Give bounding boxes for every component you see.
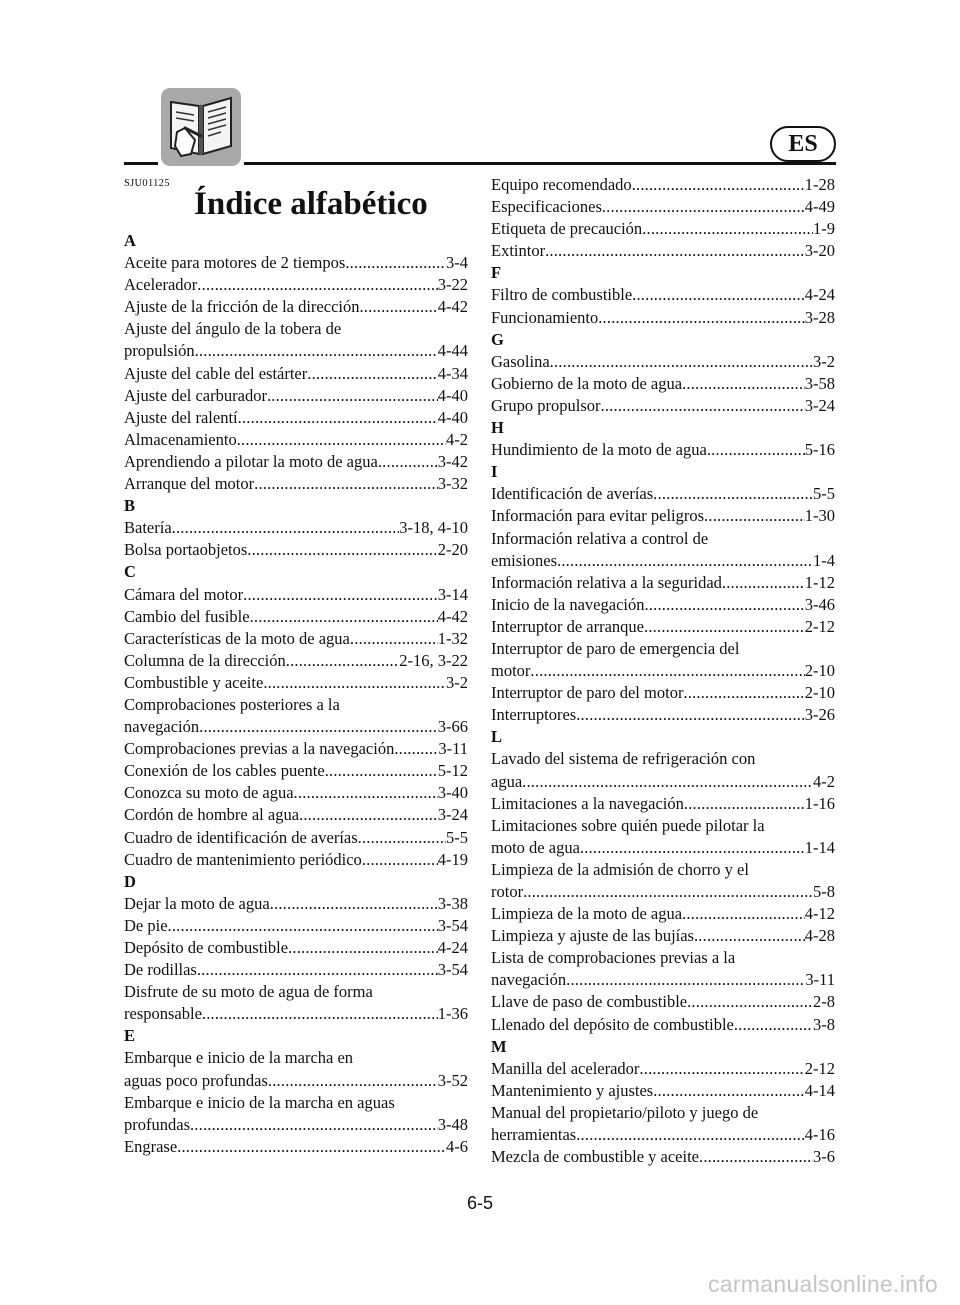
- index-entry-title: Conexión de los cables puente: [124, 761, 325, 781]
- index-entry: [124, 1114, 468, 1136]
- index-entry-page: 1-12: [804, 572, 835, 592]
- index-entry-page: 1-28: [804, 175, 835, 194]
- index-entry-title: Mantenimiento y ajustes: [491, 1080, 654, 1100]
- dot-leader: [243, 584, 438, 606]
- index-entry-text: Limitaciones sobre quién puede pilotar la: [491, 815, 765, 835]
- index-entry-text: Comprobaciones posteriores a la: [124, 694, 340, 714]
- index-entry-page: 3-52: [437, 1070, 468, 1090]
- index-entry: [491, 594, 835, 616]
- index-entry-title: Combustible y aceite: [124, 672, 264, 692]
- index-entry-page: 3-26: [804, 705, 835, 725]
- index-entry: [124, 274, 468, 296]
- dot-leader: [197, 959, 438, 981]
- index-entry-page: 1-14: [804, 837, 835, 857]
- index-entry-title: Conozca su moto de agua: [124, 783, 294, 803]
- index-entry-title: De pie: [124, 915, 168, 935]
- index-entry: [124, 385, 468, 407]
- index-entry: [124, 429, 468, 451]
- section-code: SJU01125: [124, 178, 170, 189]
- index-entry: [124, 628, 468, 650]
- index-entry-title: aguas poco profundas: [124, 1070, 268, 1090]
- index-entry-text: Lista de comprobaciones previas a la: [491, 948, 736, 968]
- index-entry-title: Llenado del depósito de combustible: [491, 1014, 734, 1034]
- index-entry-page: 4-44: [437, 341, 468, 361]
- index-entry-title: Etiqueta de precaución: [491, 219, 643, 239]
- dot-leader: [566, 969, 805, 991]
- index-entry: [124, 363, 468, 385]
- dot-leader: [238, 407, 438, 429]
- page-title: Índice alfabético: [194, 186, 428, 222]
- index-entry-title: Interruptor de paro del motor: [491, 683, 684, 703]
- index-entry-page: 4-2: [446, 429, 468, 449]
- dot-leader: [644, 594, 804, 616]
- index-entry-title: profundas: [124, 1114, 190, 1134]
- index-entry-title: Cambio del fusible: [124, 606, 250, 626]
- index-entry-text: Interruptor de paro de emergencia del: [491, 638, 740, 658]
- dot-leader: [202, 1003, 438, 1025]
- dot-leader: [602, 196, 805, 218]
- dot-leader: [550, 351, 813, 373]
- index-entry: [491, 1058, 835, 1080]
- index-entry: [491, 1014, 835, 1036]
- index-letter-heading: D: [124, 871, 136, 891]
- index-entry-page: 5-16: [804, 440, 835, 460]
- index-entry-title: Inicio de la navegación: [491, 594, 645, 614]
- index-entry-page: 3-22: [437, 275, 468, 295]
- index-entry-page: 2-8: [813, 992, 835, 1012]
- index-entry: [124, 782, 468, 804]
- index-entry-page: 3-2: [813, 351, 835, 371]
- dot-leader: [530, 660, 804, 682]
- index-entry-page: 3-54: [437, 915, 468, 935]
- dot-leader: [263, 672, 446, 694]
- index-entry-page: 3-46: [804, 594, 835, 614]
- index-entry-title: Extintor: [491, 241, 546, 261]
- index-entry: [491, 903, 835, 925]
- index-entry-page: 1-9: [813, 219, 835, 239]
- index-entry: [124, 473, 468, 495]
- index-entry-page: 4-28: [804, 926, 835, 946]
- index-entry: [491, 616, 835, 638]
- index-entry-page: 3-32: [437, 474, 468, 494]
- index-entry-page: 4-16: [804, 1125, 835, 1145]
- index-entry: [124, 1070, 468, 1092]
- dot-leader: [576, 1124, 805, 1146]
- index-entry-page: 3-48: [437, 1114, 468, 1134]
- dot-leader: [598, 307, 805, 329]
- dot-leader: [684, 793, 805, 815]
- index-entry-title: propulsión: [124, 341, 195, 361]
- index-entry-title: Aceite para motores de 2 tiempos: [124, 253, 346, 273]
- index-entry-page: 4-40: [437, 407, 468, 427]
- manual-book-icon: [161, 88, 241, 166]
- index-entry-title: responsable: [124, 1004, 202, 1024]
- dot-leader: [394, 738, 438, 760]
- index-entry-title: Comprobaciones previas a la navegación: [124, 739, 395, 759]
- index-entry-page: 5-12: [437, 761, 468, 781]
- dot-leader: [580, 837, 805, 859]
- index-entry-title: Llave de paso de combustible: [491, 992, 688, 1012]
- index-entry: [491, 682, 835, 704]
- index-entry: [491, 395, 835, 417]
- index-letter-heading: C: [124, 562, 136, 582]
- dot-leader: [168, 915, 438, 937]
- index-entry-title: Cámara del motor: [124, 584, 244, 604]
- index-entry-page: 3-2: [446, 672, 468, 692]
- dot-leader: [288, 937, 438, 959]
- index-entry-page: 3-28: [804, 307, 835, 327]
- dot-leader: [545, 240, 805, 262]
- index-entry: [491, 1080, 835, 1102]
- dot-leader: [172, 517, 400, 539]
- index-entry: [124, 650, 468, 672]
- index-entry-title: Depósito de combustible: [124, 938, 289, 957]
- index-entry: [491, 439, 835, 461]
- index-column-right: [491, 174, 835, 1168]
- index-entry: [124, 606, 468, 628]
- index-entry-page: 2-10: [804, 683, 835, 703]
- index-entry-page: 3-66: [437, 717, 468, 737]
- dot-leader: [523, 881, 813, 903]
- index-entry: [124, 517, 468, 539]
- index-entry-title: Mezcla de combustible y aceite: [491, 1147, 699, 1167]
- index-entry: [491, 969, 835, 991]
- index-entry-title: Arranque del motor: [124, 474, 255, 494]
- index-entry-title: Ajuste de la fricción de la dirección: [124, 297, 360, 317]
- index-entry-page: 4-40: [437, 385, 468, 405]
- index-entry: [491, 925, 835, 947]
- index-entry: [124, 959, 468, 981]
- index-entry-text: Ajuste del ángulo de la tobera de: [124, 319, 342, 339]
- dot-leader: [576, 704, 805, 726]
- index-entry-page: 3-4: [446, 253, 468, 273]
- dot-leader: [707, 439, 805, 461]
- index-entry-page: 4-2: [813, 771, 835, 791]
- index-entry-title: Identificación de averías: [491, 484, 654, 504]
- dot-leader: [268, 1070, 438, 1092]
- dot-leader: [362, 849, 438, 871]
- index-entry: [124, 937, 468, 959]
- index-letter-heading: M: [491, 1036, 507, 1056]
- index-entry-title: moto de agua: [491, 837, 580, 857]
- dot-leader: [195, 340, 438, 362]
- dot-leader: [237, 429, 446, 451]
- index-entry-title: herramientas: [491, 1125, 577, 1145]
- index-entry-text: Información relativa a control de: [491, 528, 709, 548]
- dot-leader: [359, 296, 437, 318]
- index-entry-title: Especificaciones: [491, 197, 602, 217]
- dot-leader: [350, 628, 438, 650]
- index-entry-title: De rodillas: [124, 960, 197, 980]
- dot-leader: [307, 363, 438, 385]
- index-letter-heading: G: [491, 329, 504, 349]
- index-entry-page: 1-32: [437, 628, 468, 648]
- dot-leader: [177, 1136, 446, 1158]
- index-entry-text: Limpieza de la admisión de chorro y el: [491, 859, 749, 879]
- language-badge: ES: [770, 126, 836, 162]
- index-entry-title: Cuadro de mantenimiento periódico: [124, 849, 362, 869]
- index-entry-title: Características de la moto de agua: [124, 628, 350, 648]
- index-entry-text: Manual del propietario/piloto y juego de: [491, 1102, 759, 1122]
- index-entry-page: 3-42: [437, 451, 468, 471]
- dot-leader: [197, 274, 437, 296]
- index-letter-heading: A: [124, 231, 136, 250]
- index-entry-title: Aprendiendo a pilotar la moto de agua: [124, 451, 378, 471]
- dot-leader: [250, 606, 438, 628]
- index-entry-title: rotor: [491, 882, 524, 901]
- index-entry: [124, 672, 468, 694]
- index-entry-text: Embarque e inicio de la marcha en aguas: [124, 1092, 395, 1112]
- index-entry-title: Cuadro de identificación de averías: [124, 827, 358, 847]
- dot-leader: [267, 385, 438, 407]
- index-entry-title: agua: [491, 771, 523, 791]
- index-entry-page: 4-6: [446, 1136, 468, 1156]
- index-entry-page: 1-16: [804, 793, 835, 813]
- index-entry-page: 3-38: [437, 893, 468, 913]
- index-entry-title: emisiones: [491, 550, 557, 570]
- index-entry: [124, 451, 468, 473]
- index-entry-page: 2-20: [437, 540, 468, 560]
- index-entry: [491, 307, 835, 329]
- index-entry: [491, 174, 835, 196]
- dot-leader: [632, 174, 805, 196]
- index-entry-title: Manilla del acelerador: [491, 1058, 640, 1078]
- dot-leader: [325, 760, 438, 782]
- index-entry-page: 3-14: [437, 584, 468, 604]
- index-entry-title: Ajuste del cable del estárter: [124, 363, 308, 383]
- index-entry: [491, 1124, 835, 1146]
- index-entry: [124, 738, 468, 760]
- dot-leader: [722, 572, 805, 594]
- index-entry-page: 2-12: [804, 1058, 835, 1078]
- index-entry-title: Funcionamiento: [491, 307, 599, 327]
- index-entry-text: Disfrute de su moto de agua de forma: [124, 982, 373, 1002]
- index-entry-page: 4-42: [437, 606, 468, 626]
- index-entry-title: navegación: [124, 717, 200, 737]
- dot-leader: [644, 616, 805, 638]
- index-entry: [491, 218, 835, 240]
- index-entry: [124, 340, 468, 362]
- index-entry-page: 3-18, 4-10: [399, 518, 468, 538]
- index-entry-page: 3-40: [437, 783, 468, 803]
- index-entry-page: 3-54: [437, 960, 468, 980]
- index-entry: [124, 849, 468, 871]
- index-entry: [491, 1146, 835, 1168]
- index-entry: [124, 893, 468, 915]
- index-entry-title: Columna de la dirección: [124, 650, 286, 670]
- dot-leader: [601, 395, 805, 417]
- index-entry-title: Engrase: [124, 1136, 178, 1156]
- dot-leader: [639, 1058, 804, 1080]
- index-entry-title: Gobierno de la moto de agua: [491, 373, 683, 393]
- dot-leader: [378, 451, 438, 473]
- index-letter-heading: E: [124, 1026, 136, 1046]
- index-entry-page: 5-5: [446, 827, 468, 847]
- index-entry: [491, 351, 835, 373]
- index-entry: [124, 1136, 468, 1158]
- index-entry: [491, 196, 835, 218]
- dot-leader: [682, 373, 805, 395]
- dot-leader: [522, 771, 813, 793]
- index-entry: [491, 837, 835, 859]
- index-entry-page: 3-24: [804, 395, 835, 415]
- dot-leader: [694, 925, 805, 947]
- index-entry-title: Bolsa portaobjetos: [124, 540, 248, 560]
- index-entry-page: 3-24: [437, 805, 468, 825]
- dot-leader: [190, 1114, 438, 1136]
- index-entry-title: Interruptor de arranque: [491, 616, 645, 636]
- index-entry: [491, 881, 835, 903]
- dot-leader: [358, 827, 446, 849]
- index-entry: [491, 660, 835, 682]
- index-entry-page: 4-14: [804, 1080, 835, 1100]
- index-entry-title: Limitaciones a la navegación: [491, 793, 684, 813]
- index-entry-page: 3-11: [438, 739, 468, 759]
- index-entry: [491, 550, 835, 572]
- index-entry-page: 4-42: [437, 297, 468, 317]
- index-entry-page: 4-34: [437, 363, 468, 383]
- index-entry-page: 4-24: [804, 285, 835, 305]
- index-entry-page: 1-36: [437, 1004, 468, 1024]
- index-entry: [491, 704, 835, 726]
- dot-leader: [704, 505, 805, 527]
- index-entry: [124, 296, 468, 318]
- index-entry-page: 3-8: [813, 1014, 835, 1034]
- header-rule-left: [124, 162, 158, 165]
- index-entry: [124, 539, 468, 561]
- index-entry: [491, 572, 835, 594]
- index-entry-title: Ajuste del carburador: [124, 385, 267, 405]
- index-entry-title: Limpieza y ajuste de las bujías: [491, 926, 694, 946]
- index-entry-page: 1-4: [813, 550, 835, 570]
- index-entry-page: 2-16, 3-22: [399, 650, 468, 670]
- index-entry-page: 4-12: [804, 904, 835, 924]
- index-letter-heading: H: [491, 418, 504, 438]
- index-entry: [491, 483, 835, 505]
- index-entry: [491, 373, 835, 395]
- dot-leader: [632, 284, 805, 306]
- index-entry: [124, 716, 468, 738]
- dot-leader: [294, 782, 438, 804]
- index-column-left: [124, 230, 468, 1158]
- index-entry-page: 3-11: [805, 970, 835, 990]
- index-entry-page: 5-8: [813, 882, 835, 901]
- index-entry-title: Cordón de hombre al agua: [124, 805, 300, 825]
- index-entry-title: Información para evitar peligros: [491, 506, 705, 526]
- watermark: carmanualsonline.info: [707, 1271, 938, 1297]
- dot-leader: [286, 650, 400, 672]
- index-entry-page: 3-6: [813, 1147, 835, 1167]
- index-entry: [491, 284, 835, 306]
- index-entry-page: 4-19: [437, 849, 468, 869]
- dot-leader: [687, 991, 813, 1013]
- index-entry-page: 4-49: [804, 197, 835, 217]
- index-entry-text: Lavado del sistema de refrigeración con: [491, 749, 756, 769]
- index-entry-page: 4-24: [437, 938, 468, 957]
- index-entry: [124, 827, 468, 849]
- dot-leader: [699, 1146, 813, 1168]
- dot-leader: [734, 1014, 813, 1036]
- index-entry: [491, 240, 835, 262]
- dot-leader: [247, 539, 437, 561]
- page-number: 6-5: [466, 1193, 493, 1213]
- dot-leader: [299, 804, 438, 826]
- index-letter-heading: I: [491, 462, 498, 482]
- index-entry-page: 3-58: [804, 373, 835, 393]
- dot-leader: [642, 218, 813, 240]
- dot-leader: [254, 473, 438, 495]
- index-entry-title: Información relativa a la seguridad: [491, 572, 722, 592]
- index-entry-title: Hundimiento de la moto de agua: [491, 440, 707, 460]
- index-entry-page: 2-12: [804, 616, 835, 636]
- index-entry-title: Limpieza de la moto de agua: [491, 904, 683, 924]
- index-entry: [491, 505, 835, 527]
- dot-leader: [199, 716, 438, 738]
- dot-leader: [683, 682, 804, 704]
- dot-leader: [345, 252, 446, 274]
- index-entry-title: Batería: [124, 518, 172, 538]
- index-entry: [124, 804, 468, 826]
- dot-leader: [270, 893, 438, 915]
- dot-leader: [557, 550, 813, 572]
- index-entry-title: Ajuste del ralentí: [124, 407, 238, 427]
- index-entry: [491, 793, 835, 815]
- index-entry-title: Equipo recomendado: [491, 175, 632, 194]
- index-entry-page: 5-5: [813, 484, 835, 504]
- index-entry: [124, 407, 468, 429]
- index-entry-title: Interruptores: [491, 705, 577, 725]
- index-entry-title: Grupo propulsor: [491, 395, 601, 415]
- index-entry-title: Gasolina: [491, 351, 550, 371]
- index-entry-title: Almacenamiento: [124, 429, 237, 449]
- index-entry-title: Acelerador: [124, 275, 198, 295]
- index-letter-heading: B: [124, 496, 136, 516]
- index-letter-heading: L: [491, 727, 503, 747]
- index-entry-title: navegación: [491, 970, 567, 990]
- index-entry: [491, 771, 835, 793]
- index-entry-title: Filtro de combustible: [491, 285, 633, 305]
- index-entry-page: 3-20: [804, 241, 835, 261]
- index-entry: [491, 991, 835, 1013]
- dot-leader: [653, 483, 813, 505]
- index-entry: [124, 252, 468, 274]
- dot-leader: [682, 903, 805, 925]
- index-entry-page: 1-30: [804, 506, 835, 526]
- index-entry-page: 2-10: [804, 661, 835, 681]
- index-entry: [124, 760, 468, 782]
- index-entry: [124, 1003, 468, 1025]
- index-entry-text: Embarque e inicio de la marcha en: [124, 1048, 354, 1068]
- header-rule-right: [244, 162, 836, 165]
- index-entry: [124, 915, 468, 937]
- index-entry: [124, 584, 468, 606]
- index-entry-title: Dejar la moto de agua: [124, 893, 270, 913]
- dot-leader: [653, 1080, 805, 1102]
- index-entry-title: motor: [491, 661, 531, 681]
- index-letter-heading: F: [491, 263, 502, 283]
